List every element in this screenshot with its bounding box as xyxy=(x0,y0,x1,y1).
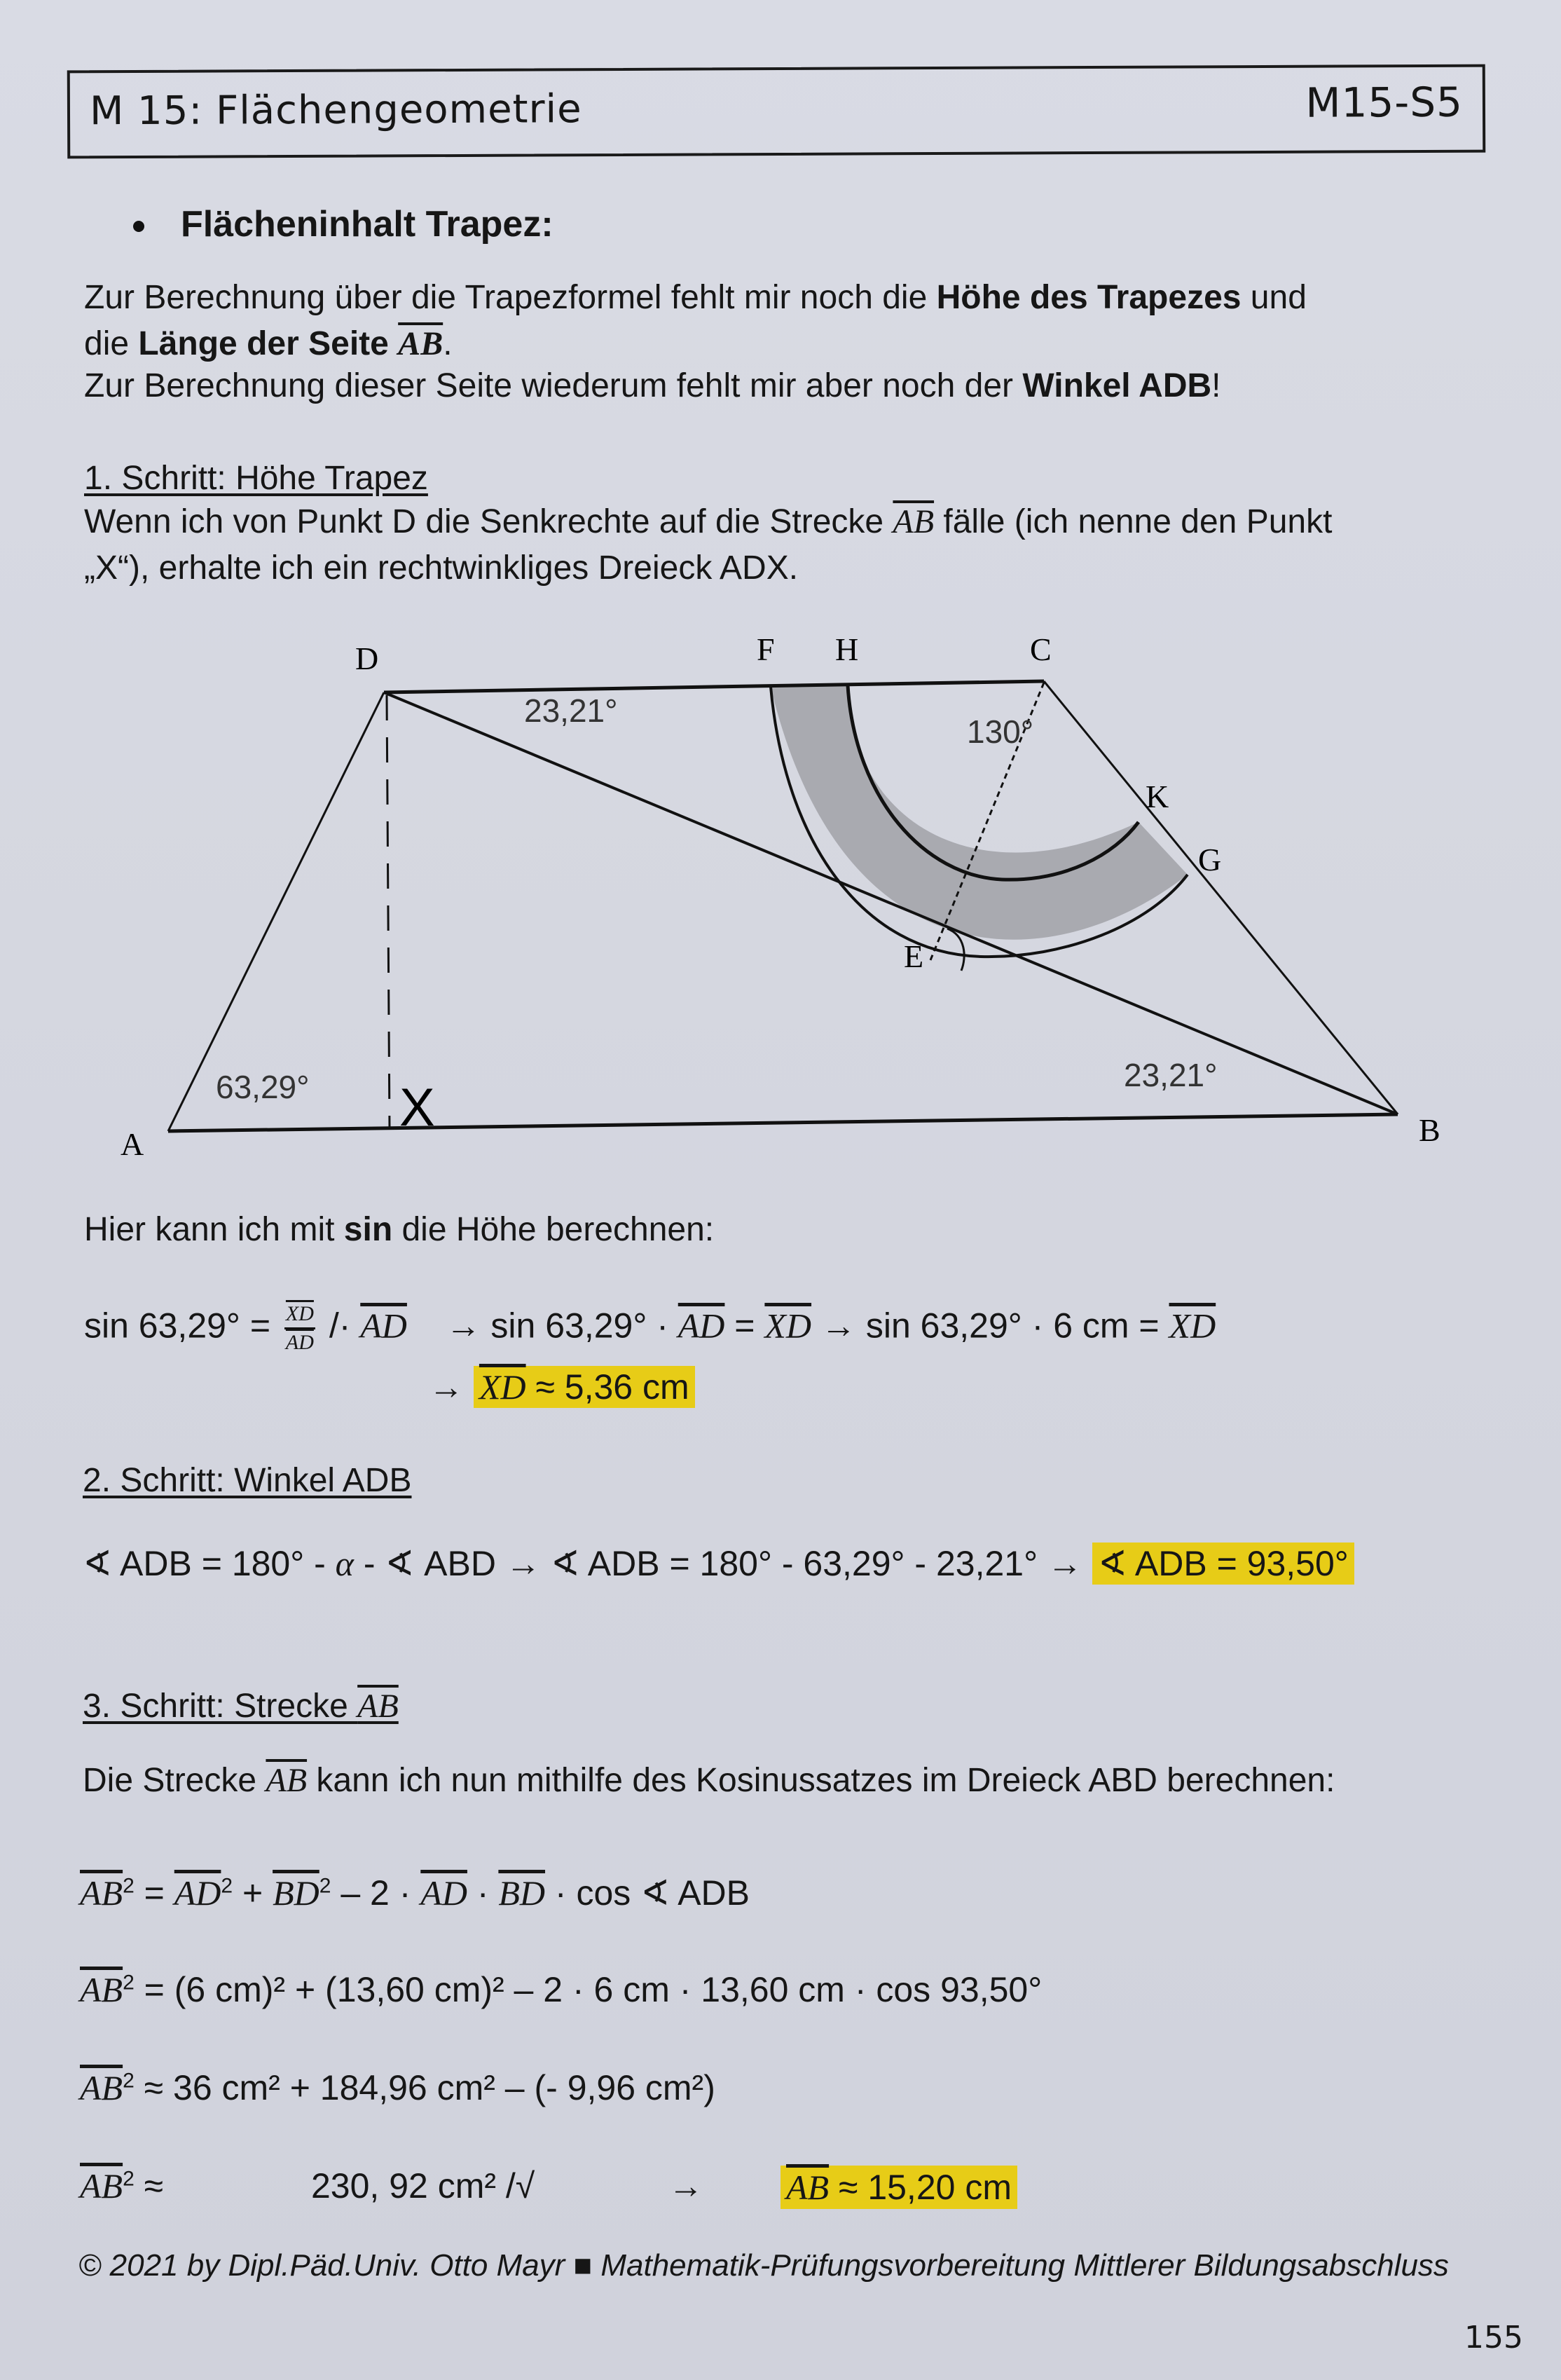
intro-paragraph: Zur Berechnung über die Trapezformel fehlt mir noch die Höhe des Trapezes und die Länge der Seite $\overline{AB}$. Zur Berechnung dieser Seite wiederum fehlt mir aber noch der Winkel ADB! xyxy=(84,279,1307,404)
label-b: B xyxy=(1419,1112,1440,1148)
angle-label-d: 23,21° xyxy=(524,692,618,729)
footer-copyright: © 2021 by Dipl.Päd.Univ. Otto Mayr ■ Mathematik-Prüfungsvorbereitung Mittlerer Bildungsabschluss xyxy=(78,2248,1449,2283)
fraction: $\frac{\overline{XD}}{AD}$ xyxy=(285,1302,314,1354)
right-angle-mark xyxy=(947,929,964,971)
header-box xyxy=(67,64,1486,159)
sin-intro: Hier kann ich mit sin die Höhe berechnen: xyxy=(84,1211,715,1248)
sin-equation: sin 63,29° = $\frac{\overline{XD}}{AD}$ /· $\overline{AD}$ → $\sin 63,29^\circ \cdot \overline{AD} = \overline{XD} \to \sin 63,29^\circ \cdot 6$ cm = $\overline{XD}$ xyxy=(84,1302,1216,1354)
highlight-result: ∢ ADB = 93,50° xyxy=(1092,1543,1354,1585)
highlight-result: $\overline{AB} \approx 15,20$ cm xyxy=(780,2166,1017,2209)
cosine-law-line3: $\overline{AB}^2 \approx 36$ cm² + 184,96 cm² – (- 9,96 cm²) xyxy=(80,2068,715,2107)
label-f: F xyxy=(757,631,775,667)
label-k: K xyxy=(1146,779,1169,814)
label-h: H xyxy=(835,631,859,667)
angle-label-c: 130° xyxy=(967,713,1034,750)
step1-text: Wenn ich von Punkt D die Senkrechte auf die Strecke $\overline{AB}$ fälle (ich nenne den Punkt „X“), erhalte ich ein rechtwinkliges Dreieck ADX. xyxy=(84,503,1333,587)
page-number: 155 xyxy=(1464,2320,1523,2355)
section-title: Flächeninhalt Trapez: xyxy=(181,204,553,245)
page-code: M15-S5 xyxy=(1305,78,1464,127)
bullet-icon xyxy=(133,221,144,232)
label-d: D xyxy=(355,641,379,676)
cosine-law-line2: $\overline{AB}^2 = (6$ cm)² + (13,60 cm)² – 2 · 6 cm · 13,60 cm · cos 93,50° xyxy=(80,1970,1043,2009)
section-heading xyxy=(133,203,553,245)
label-g: G xyxy=(1198,842,1222,877)
angle-equation: ∢ ADB = 180° - α - ∢ ABD → ∢ ADB = 180° - 63,29° - 23,21° → ∢ ADB = 93,50° xyxy=(83,1543,1354,1584)
label-a: A xyxy=(121,1126,144,1162)
step1-heading: 1. Schritt: Höhe Trapez xyxy=(84,460,428,497)
step3-text: Die Strecke $\overline{AB}$ kann ich nun mithilfe des Kosinussatzes im Dreieck ABD berechnen: xyxy=(83,1762,1335,1799)
cosine-law-line1: $\overline{AB}^2 = \overline{AD}^2 + \overline{BD}^2 - 2 \cdot \overline{AD} \cdot \overline{BD} \cdot \cos$ ∢ ADB xyxy=(80,1873,750,1913)
side-ad xyxy=(168,692,384,1131)
angle-label-a: 63,29° xyxy=(216,1069,310,1105)
chapter-title: M 15: Flächengeometrie xyxy=(89,86,582,135)
trapezoid-figure xyxy=(0,617,1561,1177)
highlight-result: $\overline{XD} \approx 5,36$ cm xyxy=(474,1366,695,1408)
diagonal-db xyxy=(384,692,1398,1114)
label-x: X xyxy=(399,1078,435,1137)
angle-label-b: 23,21° xyxy=(1124,1057,1218,1093)
step2-heading: 2. Schritt: Winkel ADB xyxy=(83,1462,412,1499)
height-dx xyxy=(387,695,390,1130)
cosine-law-line4: $\overline{AB}^2$ ≈ 230, 92 cm² /√ → $\overline{AB} \approx 15,20$ cm xyxy=(80,2166,163,2206)
label-e: E xyxy=(904,938,924,974)
side-dc xyxy=(384,681,1044,692)
side-ab xyxy=(168,1114,1398,1131)
step3-heading: 3. Schritt: Strecke AB xyxy=(83,1688,399,1725)
label-c: C xyxy=(1030,631,1052,667)
xd-result: → $\overline{XD} \approx 5,36$ cm xyxy=(429,1367,695,1407)
